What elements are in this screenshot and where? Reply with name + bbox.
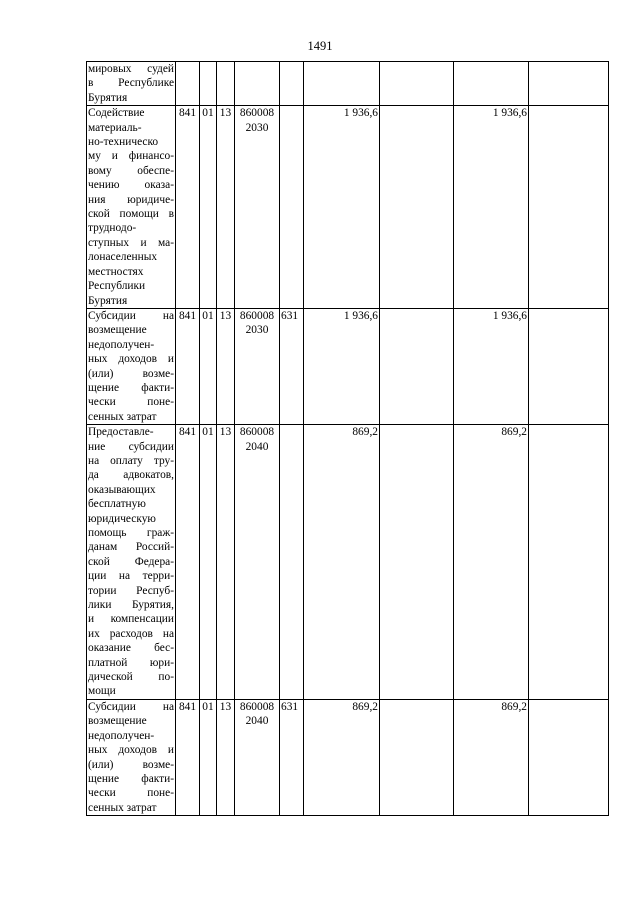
row-name-line: чески поне- xyxy=(88,396,174,409)
row-name-line: Субсидии на xyxy=(88,309,174,322)
row-name-line: чески поне- xyxy=(88,787,174,800)
ved-code-cell: 841 xyxy=(176,699,200,815)
row-name-line: ние субсидии xyxy=(88,440,174,453)
amount-cell-1: 869,2 xyxy=(304,699,380,815)
amount-cell-2 xyxy=(380,699,454,815)
amount-cell-4 xyxy=(529,62,609,106)
target-article-line: 860008 xyxy=(239,107,275,120)
amount-cell-3: 1 936,6 xyxy=(454,106,529,309)
amount-cell-4 xyxy=(529,699,609,815)
target-article-line: 2040 xyxy=(245,715,269,728)
page-number: 1491 xyxy=(307,39,333,53)
ved-code-cell: 841 xyxy=(176,425,200,700)
row-name-line: мощи xyxy=(88,685,116,698)
target-article-cell xyxy=(235,62,280,106)
subsection-code-cell xyxy=(217,62,235,106)
row-name-line: труднодо- xyxy=(88,222,137,235)
subsection-code-cell: 13 xyxy=(217,106,235,309)
row-name-line: ской помощи в xyxy=(88,208,174,221)
row-name-line: ской Федера- xyxy=(88,555,174,568)
ved-code-cell: 841 xyxy=(176,106,200,309)
amount-cell-3: 869,2 xyxy=(454,425,529,700)
row-name-line: да адвокатов, xyxy=(88,469,174,482)
row-name-line: оказание бес- xyxy=(88,642,174,655)
section-code-cell: 01 xyxy=(200,308,217,424)
row-name-line: Содействие xyxy=(88,107,145,120)
amount-cell-4 xyxy=(529,308,609,424)
amount-cell-3: 1 936,6 xyxy=(454,308,529,424)
row-name-line: возмещение xyxy=(88,324,147,337)
row-name-line: возмещение xyxy=(88,715,147,728)
subsection-code-cell: 13 xyxy=(217,425,235,700)
amount-cell-2 xyxy=(380,425,454,700)
row-name-line: в Республике xyxy=(88,77,174,90)
table-row xyxy=(87,62,609,106)
amount-cell-1 xyxy=(304,62,380,106)
row-name-line: Бурятия xyxy=(88,294,128,307)
expense-type-cell: 631 xyxy=(280,699,304,815)
ved-code-cell: 841 xyxy=(176,308,200,424)
row-name-line: ных доходов и xyxy=(88,744,174,757)
row-name-line: сенных затрат xyxy=(88,801,157,814)
target-article-line: 860008 xyxy=(239,700,275,713)
row-name-line: Субсидии на xyxy=(88,700,174,713)
row-name-line: щение факти- xyxy=(88,772,174,785)
row-name-line: юридическую xyxy=(88,512,156,525)
expense-type-cell xyxy=(280,62,304,106)
row-name-line: ния юридиче- xyxy=(88,193,174,206)
row-name-line: недополучен- xyxy=(88,338,155,351)
row-name-line: ступных и ма- xyxy=(88,236,174,249)
amount-cell-4 xyxy=(529,425,609,700)
row-name-line: лонаселенных xyxy=(88,251,158,264)
row-name-line: бесплатную xyxy=(88,498,146,511)
row-name-line: чению оказа- xyxy=(88,179,174,192)
target-article-line: 860008 xyxy=(239,309,275,322)
budget-table-body xyxy=(87,62,609,816)
row-name-line: мировых судей xyxy=(88,63,174,75)
row-name-line: платной юри- xyxy=(88,656,174,669)
amount-cell-2 xyxy=(380,62,454,106)
subsection-code-cell: 13 xyxy=(217,699,235,815)
target-article-cell xyxy=(235,425,280,700)
section-code-cell: 01 xyxy=(200,425,217,700)
amount-cell-4 xyxy=(529,106,609,309)
row-name-cell xyxy=(87,62,176,106)
target-article-line: 2030 xyxy=(245,121,269,134)
row-name-line: местностях xyxy=(88,265,144,278)
section-code-cell: 01 xyxy=(200,699,217,815)
row-name-line: оказывающих xyxy=(88,483,156,496)
amount-cell-2 xyxy=(380,106,454,309)
target-article-line: 2030 xyxy=(245,324,269,337)
row-name-line: (или) возме- xyxy=(88,367,174,380)
row-name-line: Республики xyxy=(88,280,146,293)
table-row xyxy=(87,106,609,309)
amount-cell-3: 869,2 xyxy=(454,699,529,815)
target-article-cell xyxy=(235,106,280,309)
expense-type-cell: 631 xyxy=(280,308,304,424)
row-name-line: вому обеспе- xyxy=(88,164,174,177)
amount-cell-3 xyxy=(454,62,529,106)
row-name-line: щение факти- xyxy=(88,381,174,394)
row-name-cell xyxy=(87,699,176,815)
row-name-line: помощь граж- xyxy=(88,527,174,539)
table-row xyxy=(87,699,609,815)
table-row xyxy=(87,425,609,700)
table-row xyxy=(87,308,609,424)
amount-cell-1: 1 936,6 xyxy=(304,106,380,309)
row-name-line: тории Респуб- xyxy=(88,584,174,597)
target-article-line: 2040 xyxy=(245,440,269,453)
row-name-cell xyxy=(87,308,176,424)
expense-type-cell xyxy=(280,425,304,700)
section-code-cell: 01 xyxy=(200,106,217,309)
row-name-line: ных доходов и xyxy=(88,353,174,366)
amount-cell-1: 1 936,6 xyxy=(304,308,380,424)
budget-table xyxy=(86,61,609,816)
row-name-cell xyxy=(87,425,176,700)
amount-cell-1: 869,2 xyxy=(304,425,380,700)
section-code-cell xyxy=(200,62,217,106)
target-article-cell xyxy=(235,699,280,815)
expense-type-cell xyxy=(280,106,304,309)
row-name-line: сенных затрат xyxy=(88,410,157,423)
row-name-line: Бурятия xyxy=(88,91,128,104)
row-name-line: лики Бурятия, xyxy=(88,599,174,612)
row-name-line: дической по- xyxy=(88,671,174,684)
target-article-line: 860008 xyxy=(239,426,275,439)
subsection-code-cell: 13 xyxy=(217,308,235,424)
row-name-line: и компенсации xyxy=(88,613,174,626)
row-name-line: материаль- xyxy=(88,121,142,134)
row-name-line: но-техническо xyxy=(88,136,159,149)
row-name-line: на оплату тру- xyxy=(88,454,174,467)
row-name-line: недополучен- xyxy=(88,729,155,742)
row-name-line: данам Россий- xyxy=(88,541,174,554)
row-name-cell xyxy=(87,106,176,309)
ved-code-cell xyxy=(176,62,200,106)
row-name-line: (или) возме- xyxy=(88,758,174,771)
target-article-cell xyxy=(235,308,280,424)
row-name-line: их расходов на xyxy=(88,627,174,640)
row-name-line: му и финансо- xyxy=(88,150,174,163)
row-name-line: ции на терри- xyxy=(88,570,174,583)
amount-cell-2 xyxy=(380,308,454,424)
row-name-line: Предоставле- xyxy=(88,426,154,439)
